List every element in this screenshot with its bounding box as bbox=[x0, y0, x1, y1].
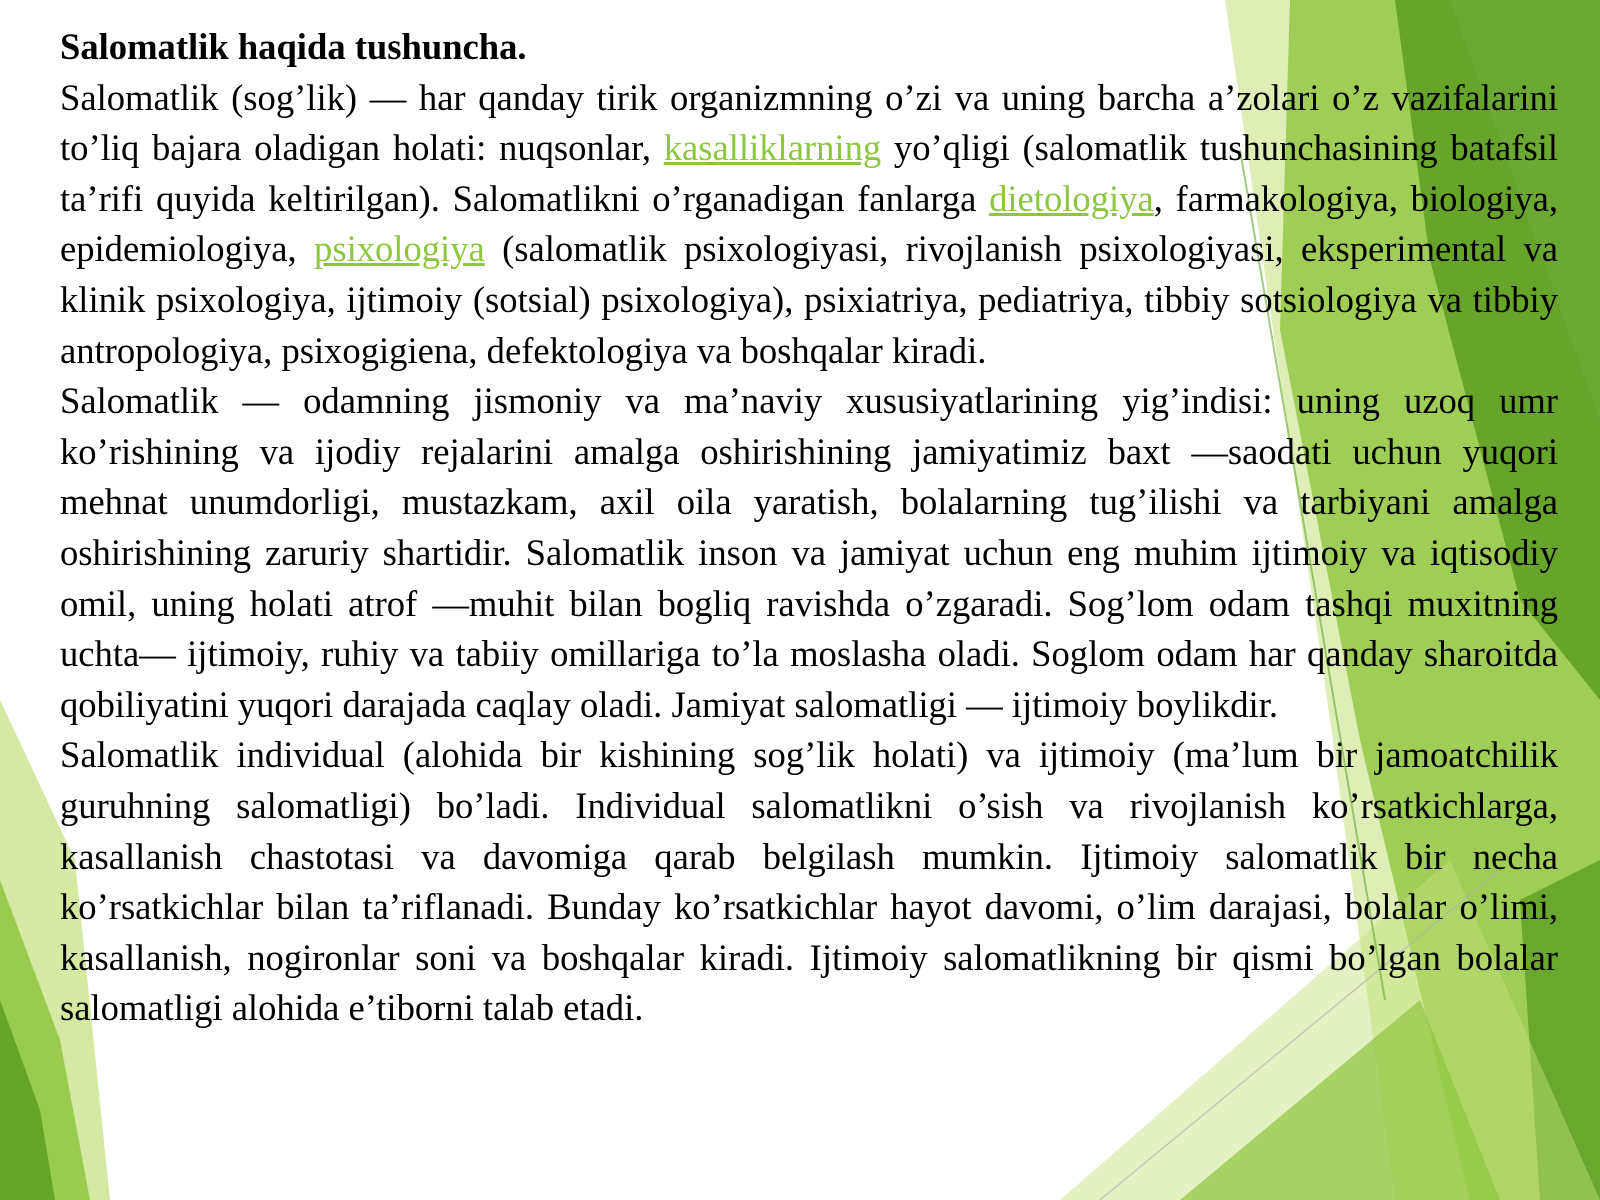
link-kasalliklarning[interactable]: kasalliklarning bbox=[663, 127, 882, 169]
paragraph-individual-social: Salomatlik individual (alohida bir kishining sog’lik holati) va ijtimoiy (ma’lum bir jamoatchilik guruhning salomatligi) bo’ladi. Individual salomatlikni o’sish va rivojlanish ko’rsatkichlarga, kasallanish chastotasi va davomiga qarab belgilash mumkin. Ijtimoiy salomatlik bir necha ko’rsatkichlar bilan ta’riflanadi. Bunday ko’rsatkichlar hayot davomi, o’lim darajasi, bolalar o’limi, kasallanish, nogironlar soni va boshqalar kiradi. Ijtimoiy salomatlikning bir qismi bo’lgan bolalar salomatligi alohida e’tiborni talab etadi. bbox=[60, 734, 1558, 1029]
link-psixologiya[interactable]: psixologiya bbox=[314, 228, 485, 270]
paragraph-definition-text-4: (salomatlik psixologiyasi, rivojlanish psixologiyasi, eksperimental va klinik psixologiya, ijtimoiy (sotsial) psixologiya), psixiatriya, pediatriya, tibbiy sotsiologiya va tibbiy antropologiya, psixogigiena, defektologiya va boshqalar kiradi. bbox=[60, 228, 1559, 371]
paragraph-definition-text-1: Salomatlik (sog’lik) — har qanday tirik organizmning o’zi va uning barcha a’zolari o’z vazifalarini to’liq bajara oladigan holati: nuqsonlar, bbox=[60, 76, 1558, 169]
paragraph-definition-text-2: yo’qligi (salomatlik tushunchasining batafsil ta’rifi quyida keltirilgan). Salomatlikni o’rganadigan fanlarga bbox=[60, 127, 1558, 219]
slide-title: Salomatlik haqida tushuncha. bbox=[60, 26, 527, 67]
slide-content bbox=[60, 22, 1558, 1034]
paragraph-definition-text-3: , farmakologiya, biologiya, epidemiologiya, bbox=[60, 177, 1558, 270]
paragraph-definition bbox=[60, 73, 1558, 377]
link-dietologiya[interactable]: dietologiya bbox=[989, 177, 1154, 219]
paragraph-qualities: Salomatlik — odamning jismoniy va ma’naviy xususiyatlarining yig’indisi: uning uzoq umr ko’rishining va ijodiy rejalarini amalga oshirishining jamiyatimiz baxt —saodati uchun yuqori mehnat unumdorligi, mustazkam, axil oila yaratish, bolalarning tug’ilishi va tarbiyani amalga oshirishining zaruriy shartidir. Salomatlik inson va jamiyat uchun eng muhim ijtimoiy va iqtisodiy omil, uning holati atrof —muhit bilan bogliq ravishda o’zgaradi. Sog’lom odam tashqi muxitning uchta— ijtimoiy, ruhiy va tabiiy omillariga to’la moslasha oladi. Soglom odam har qanday sharoitda qobiliyatini yuqori darajada caqlay oladi. Jamiyat salomatligi — ijtimoiy boylikdir. bbox=[60, 380, 1558, 725]
